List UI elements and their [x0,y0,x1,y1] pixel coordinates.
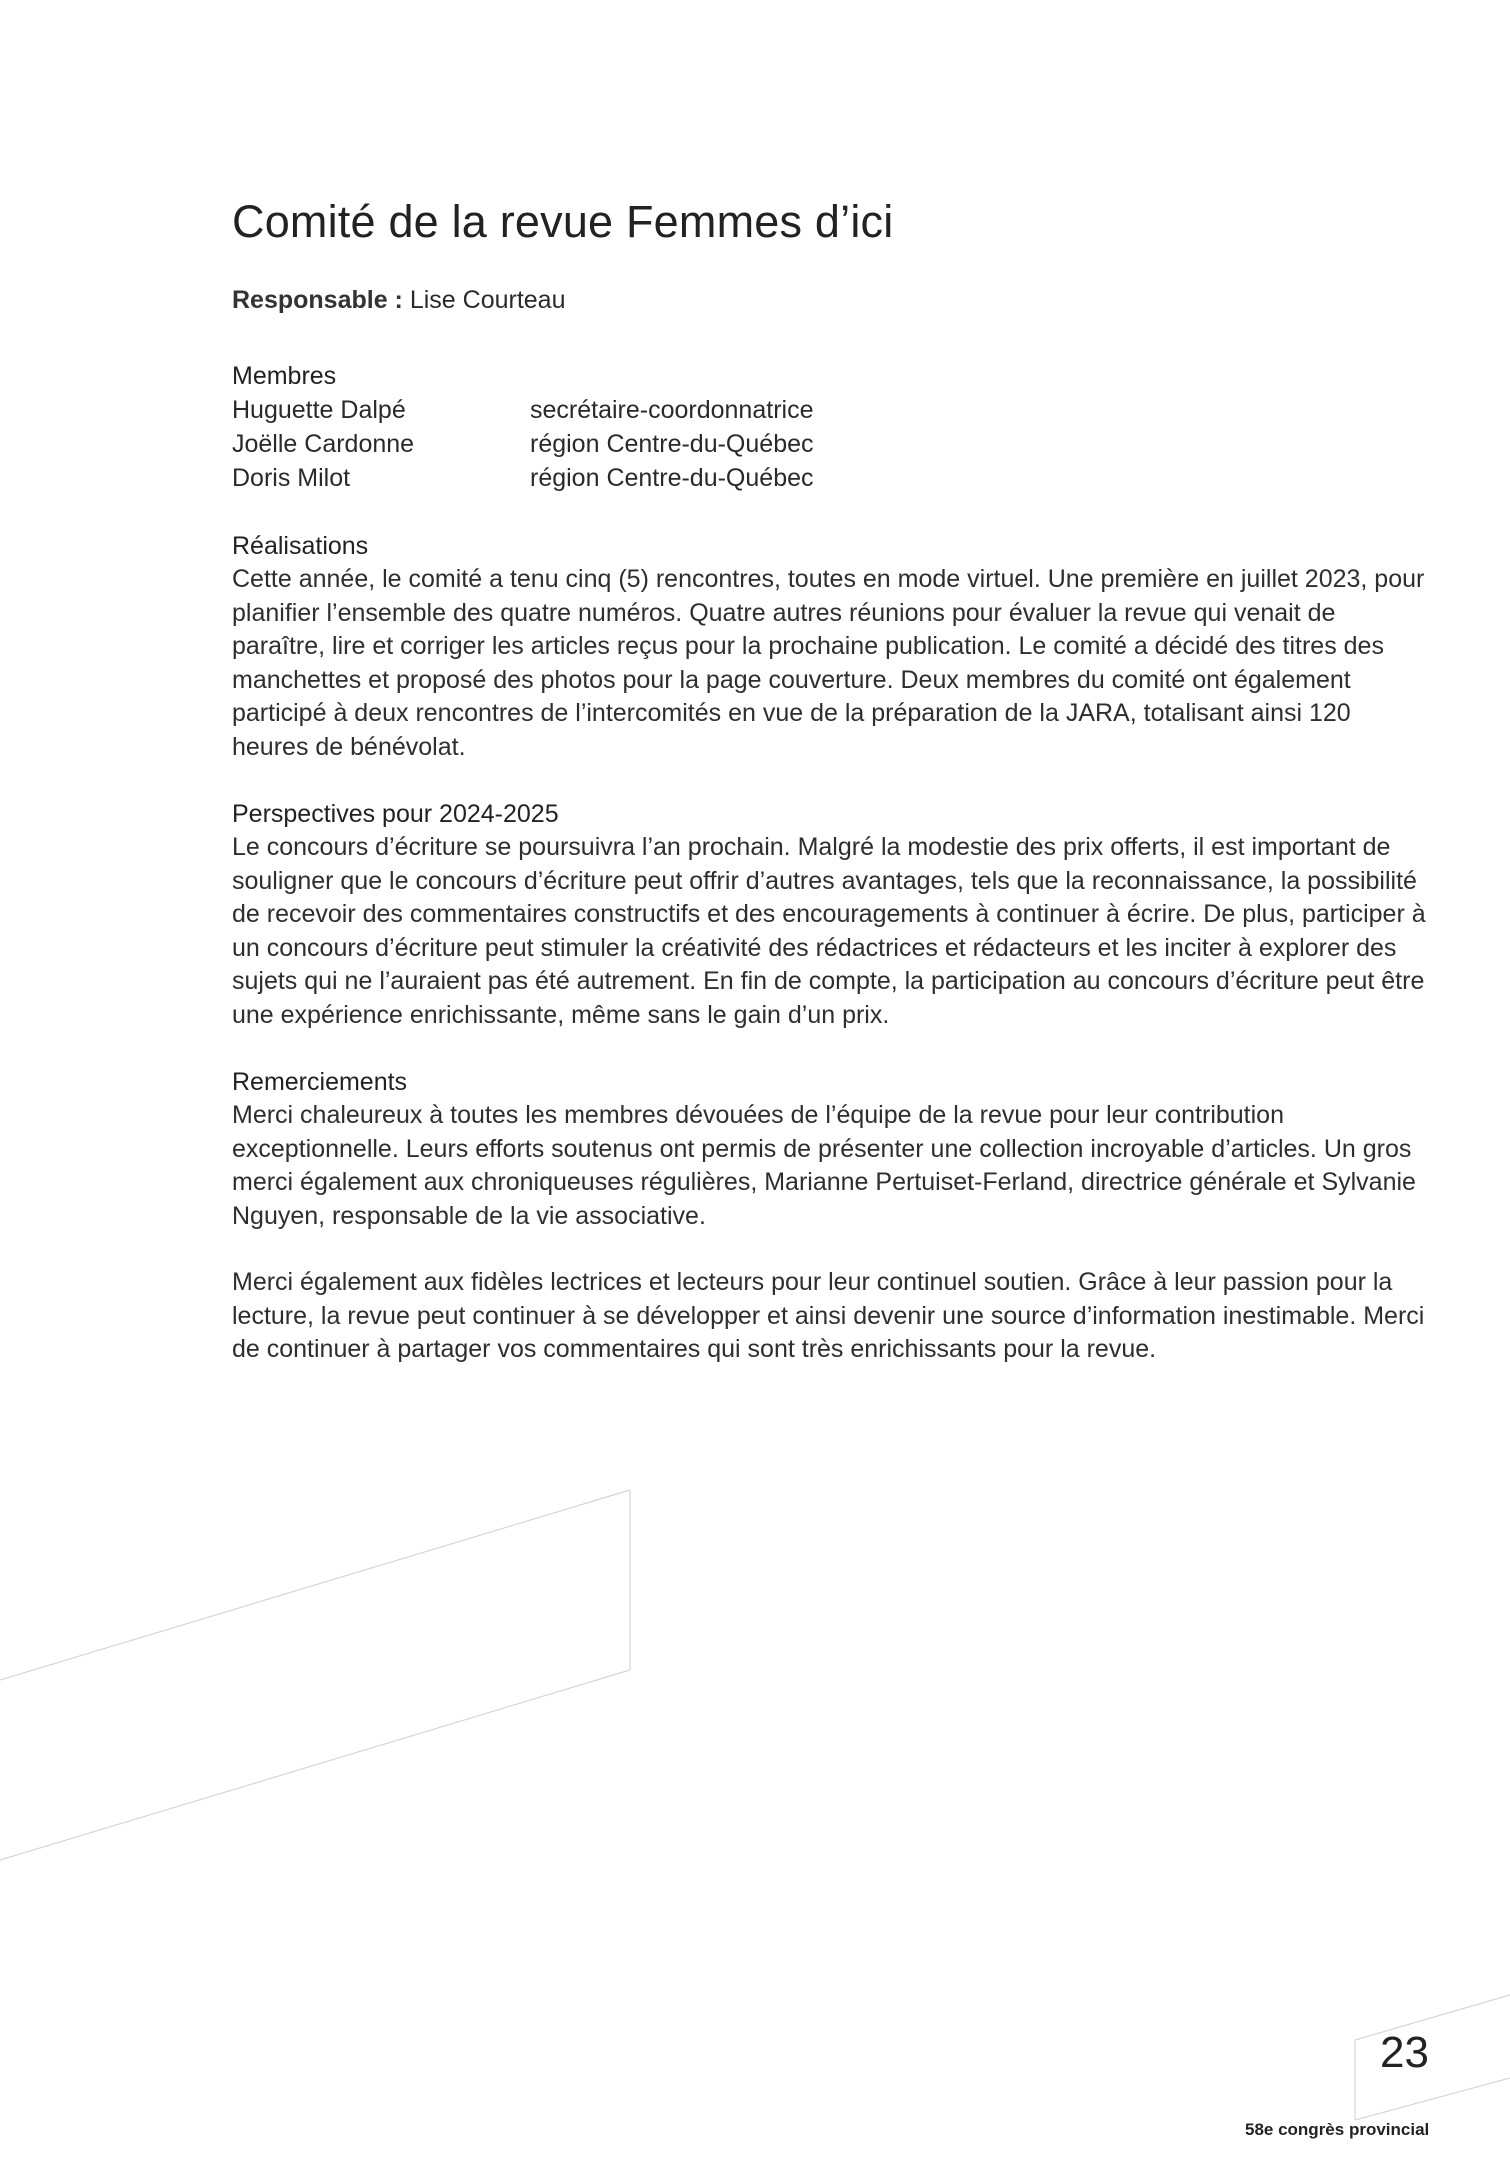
member-row [232,393,1432,427]
member-role: secrétaire-coordonnatrice [530,396,814,424]
members-heading: Membres [232,362,337,390]
page-number: 23 [1380,2028,1429,2077]
member-name: Joëlle Cardonne [232,430,415,458]
remerciements-section [232,1065,1432,1367]
perspectives-heading: Perspectives pour 2024-2025 [232,800,559,828]
remerciements-heading: Remerciements [232,1068,408,1096]
remerciements-text-2: Merci également aux fidèles lectrices et lecteurs pour leur continuel soutien. Grâce à leur passion pour la lecture, la revue peut continuer à se développer et ainsi devenir une source d’information inestimable. Merci de continuer à partager vos commentaires qui sont très enrichissants pour la revue. [232,1268,1425,1363]
member-row [232,461,1432,495]
realisations-text: Cette année, le comité a tenu cinq (5) rencontres, toutes en mode virtuel. Une première en juillet 2023, pour planifier l’ensemble des quatre numéros. Quatre autres réunions pour évaluer la revue qui venait de paraître, lire et corriger les articles reçus pour la prochaine publication. Le comité a décidé des titres des manchettes et proposé des photos pour la page couverture. Deux membres du comité ont également participé à deux rencontres de l’intercomités en vue de la préparation de la JARA, totalisant ainsi 120 heures de bénévolat. [232,565,1425,761]
page-title: Comité de la revue Femmes d’ici [232,196,894,247]
perspectives-text: Le concours d’écriture se poursuivra l’an prochain. Malgré la modestie des prix offerts, il est important de souligner que le concours d’écriture peut offrir d’autres avantages, tels que la reconnaissance, la possibilité de recevoir des commentaires constructifs et des encouragements à continuer à écrire. De plus, participer à un concours d’écriture peut stimuler la créativité des rédactrices et rédacteurs et les inciter à explorer des sujets qui ne l’auraient pas été autrement. En fin de compte, la participation au concours d’écriture peut être une expérience enrichissante, même sans le gain d’un prix. [232,833,1426,1029]
remerciements-text-1: Merci chaleureux à toutes les membres dévouées de l’équipe de la revue pour leur contribution exceptionnelle. Leurs efforts soutenus ont permis de présenter une collection incroyable d’articles. Un gros merci également aux chroniqueuses régulières, Marianne Pertuiset-Ferland, directrice générale et Sylvanie Nguyen, responsable de la vie associative. [232,1101,1416,1230]
member-row [232,427,1432,461]
realisations-section [232,529,1432,764]
members-section [232,359,1432,495]
footer-text: 58e congrès provincial [1245,2120,1430,2139]
main-content [232,196,1432,1400]
member-name: Doris Milot [232,464,351,492]
member-role: région Centre-du-Québec [530,464,814,492]
member-name: Huguette Dalpé [232,396,406,424]
responsable-name: Lise Courteau [409,286,566,314]
realisations-heading: Réalisations [232,532,369,560]
member-role: région Centre-du-Québec [530,430,814,458]
responsable-label: Responsable : [232,286,403,314]
perspectives-section [232,797,1432,1032]
responsable-line [232,286,1432,315]
